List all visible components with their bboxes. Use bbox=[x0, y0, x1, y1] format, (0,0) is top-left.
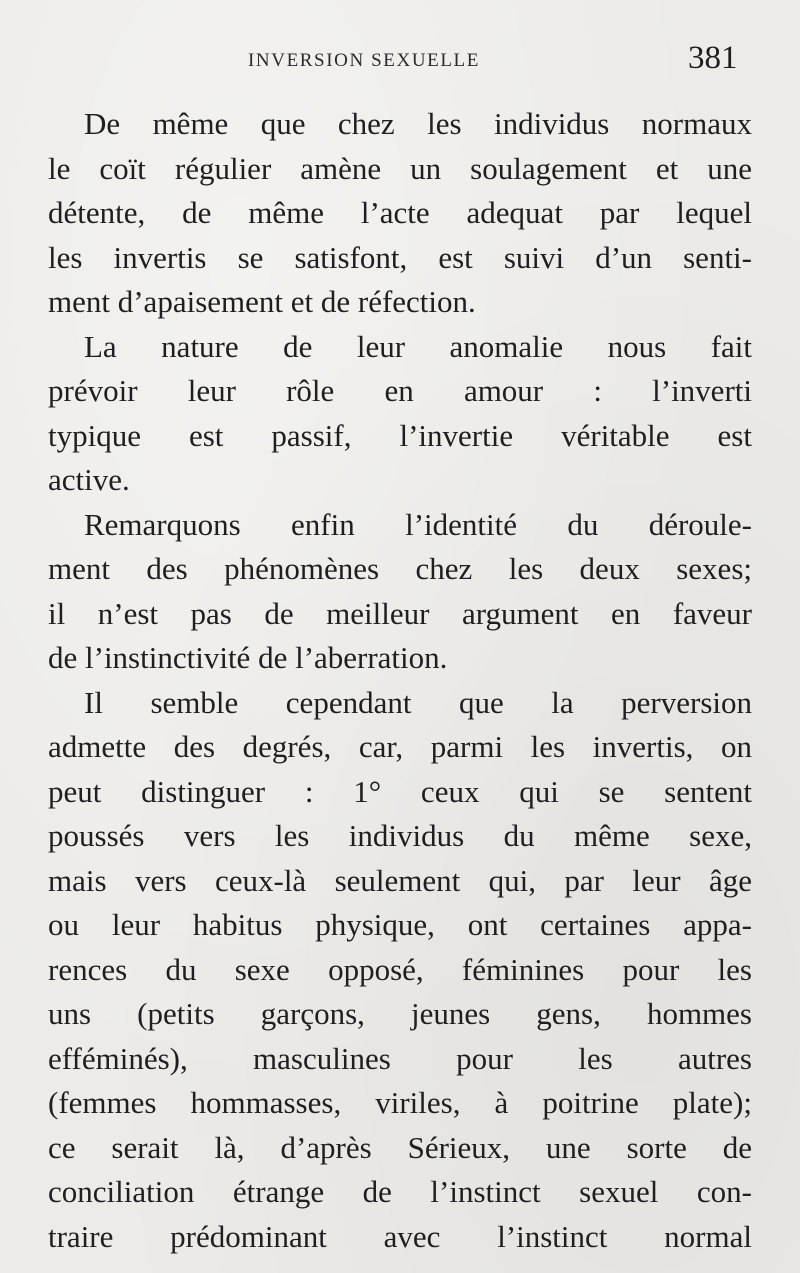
text-line: mais vers ceux-là seulement qui, par leur âge bbox=[48, 862, 752, 898]
text-line: les invertis se satisfont, est suivi d’un senti- bbox=[48, 239, 752, 275]
text-line: De même que chez les individus normaux bbox=[84, 106, 752, 141]
text-line: détente, de même l’acte adequat par lequel bbox=[48, 195, 752, 230]
text-line: ment des phénomènes chez les deux sexes; bbox=[48, 551, 752, 586]
running-title: INVERSION SEXUELLE bbox=[248, 50, 480, 71]
text-line: de l’instinctivité de l’aberration. bbox=[48, 640, 448, 675]
body-text bbox=[48, 102, 752, 1259]
text-line: ou leur habitus physique, ont certaines appa- bbox=[48, 907, 752, 942]
text-line: peut distinguer : 1° ceux qui se sentent bbox=[48, 773, 752, 809]
text-line: conciliation étrange de l’instinct sexuel con- bbox=[48, 1174, 752, 1209]
text-line: prévoir leur rôle en amour : l’inverti bbox=[48, 373, 752, 408]
text-line: admette des degrés, car, parmi les invertis, on bbox=[48, 729, 752, 764]
text-line: typique est passif, l’invertie véritable est bbox=[48, 417, 752, 453]
text-line: active. bbox=[48, 462, 130, 497]
text-line: il n’est pas de meilleur argument en faveur bbox=[48, 595, 752, 631]
page-header bbox=[0, 40, 800, 84]
text-line: ce serait là, d’après Sérieux, une sorte de bbox=[48, 1129, 752, 1165]
text-line: poussés vers les individus du même sexe, bbox=[48, 818, 752, 853]
text-line: La nature de leur anomalie nous fait bbox=[84, 328, 752, 364]
page-number: 381 bbox=[688, 40, 738, 76]
text-line: Remarquons enfin l’identité du déroule- bbox=[84, 506, 752, 542]
text-line: efféminés), masculines pour les autres bbox=[48, 1040, 752, 1076]
text-line: ment d’apaisement et de réfection. bbox=[48, 284, 476, 319]
text-line: (femmes hommasses, viriles, à poitrine plate); bbox=[48, 1085, 752, 1120]
text-line: le coït régulier amène un soulagement et une bbox=[48, 150, 752, 186]
text-line: rences du sexe opposé, féminines pour les bbox=[48, 951, 752, 987]
text-line: Il semble cependant que la perversion bbox=[84, 684, 752, 720]
text-line: uns (petits garçons, jeunes gens, hommes bbox=[48, 996, 752, 1031]
text-line: traire prédominant avec l’instinct normal bbox=[48, 1218, 752, 1254]
